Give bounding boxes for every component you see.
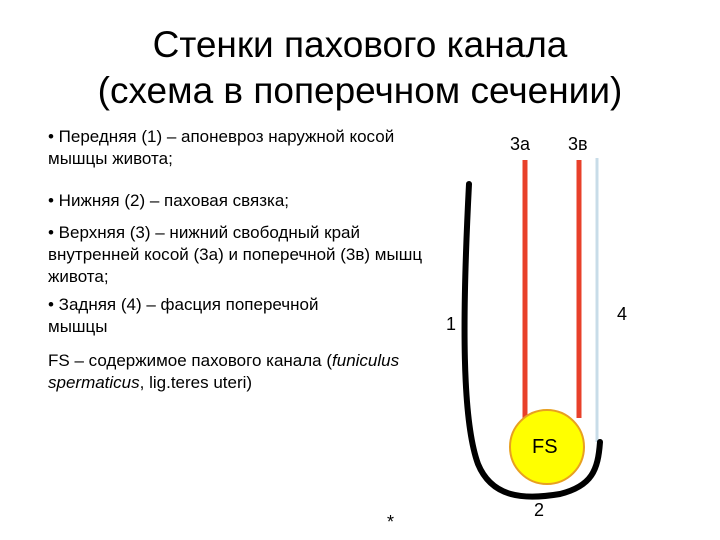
title-line-2: (схема в поперечном сечении)	[97, 70, 623, 111]
label-4: 4	[617, 304, 628, 324]
contents-suffix: , lig.teres uteri)	[139, 373, 253, 392]
contents-latin: funiculus spermaticus	[48, 351, 400, 392]
label-2: 2	[534, 500, 545, 520]
contents-prefix: FS – содержимое пахового канала (	[48, 351, 333, 370]
label-fs: FS	[532, 436, 558, 458]
wall-superior: • Верхняя (3) – нижний свободный край внутренней косой (3а) и поперечной (3в) мышц живота;	[48, 223, 423, 286]
wall-anterior: • Передняя (1) – апоневроз наружной косой мышцы живота;	[48, 127, 395, 168]
label-1: 1	[446, 314, 457, 334]
wall-posterior: • Задняя (4) – фасция поперечной мышцы	[48, 295, 319, 336]
wall-inferior: • Нижняя (2) – паховая связка;	[48, 191, 289, 210]
label-3a: 3а	[510, 134, 531, 154]
label-star: *	[387, 512, 395, 532]
title-line-1: Стенки пахового канала	[152, 24, 568, 65]
label-3b: 3в	[568, 134, 588, 154]
